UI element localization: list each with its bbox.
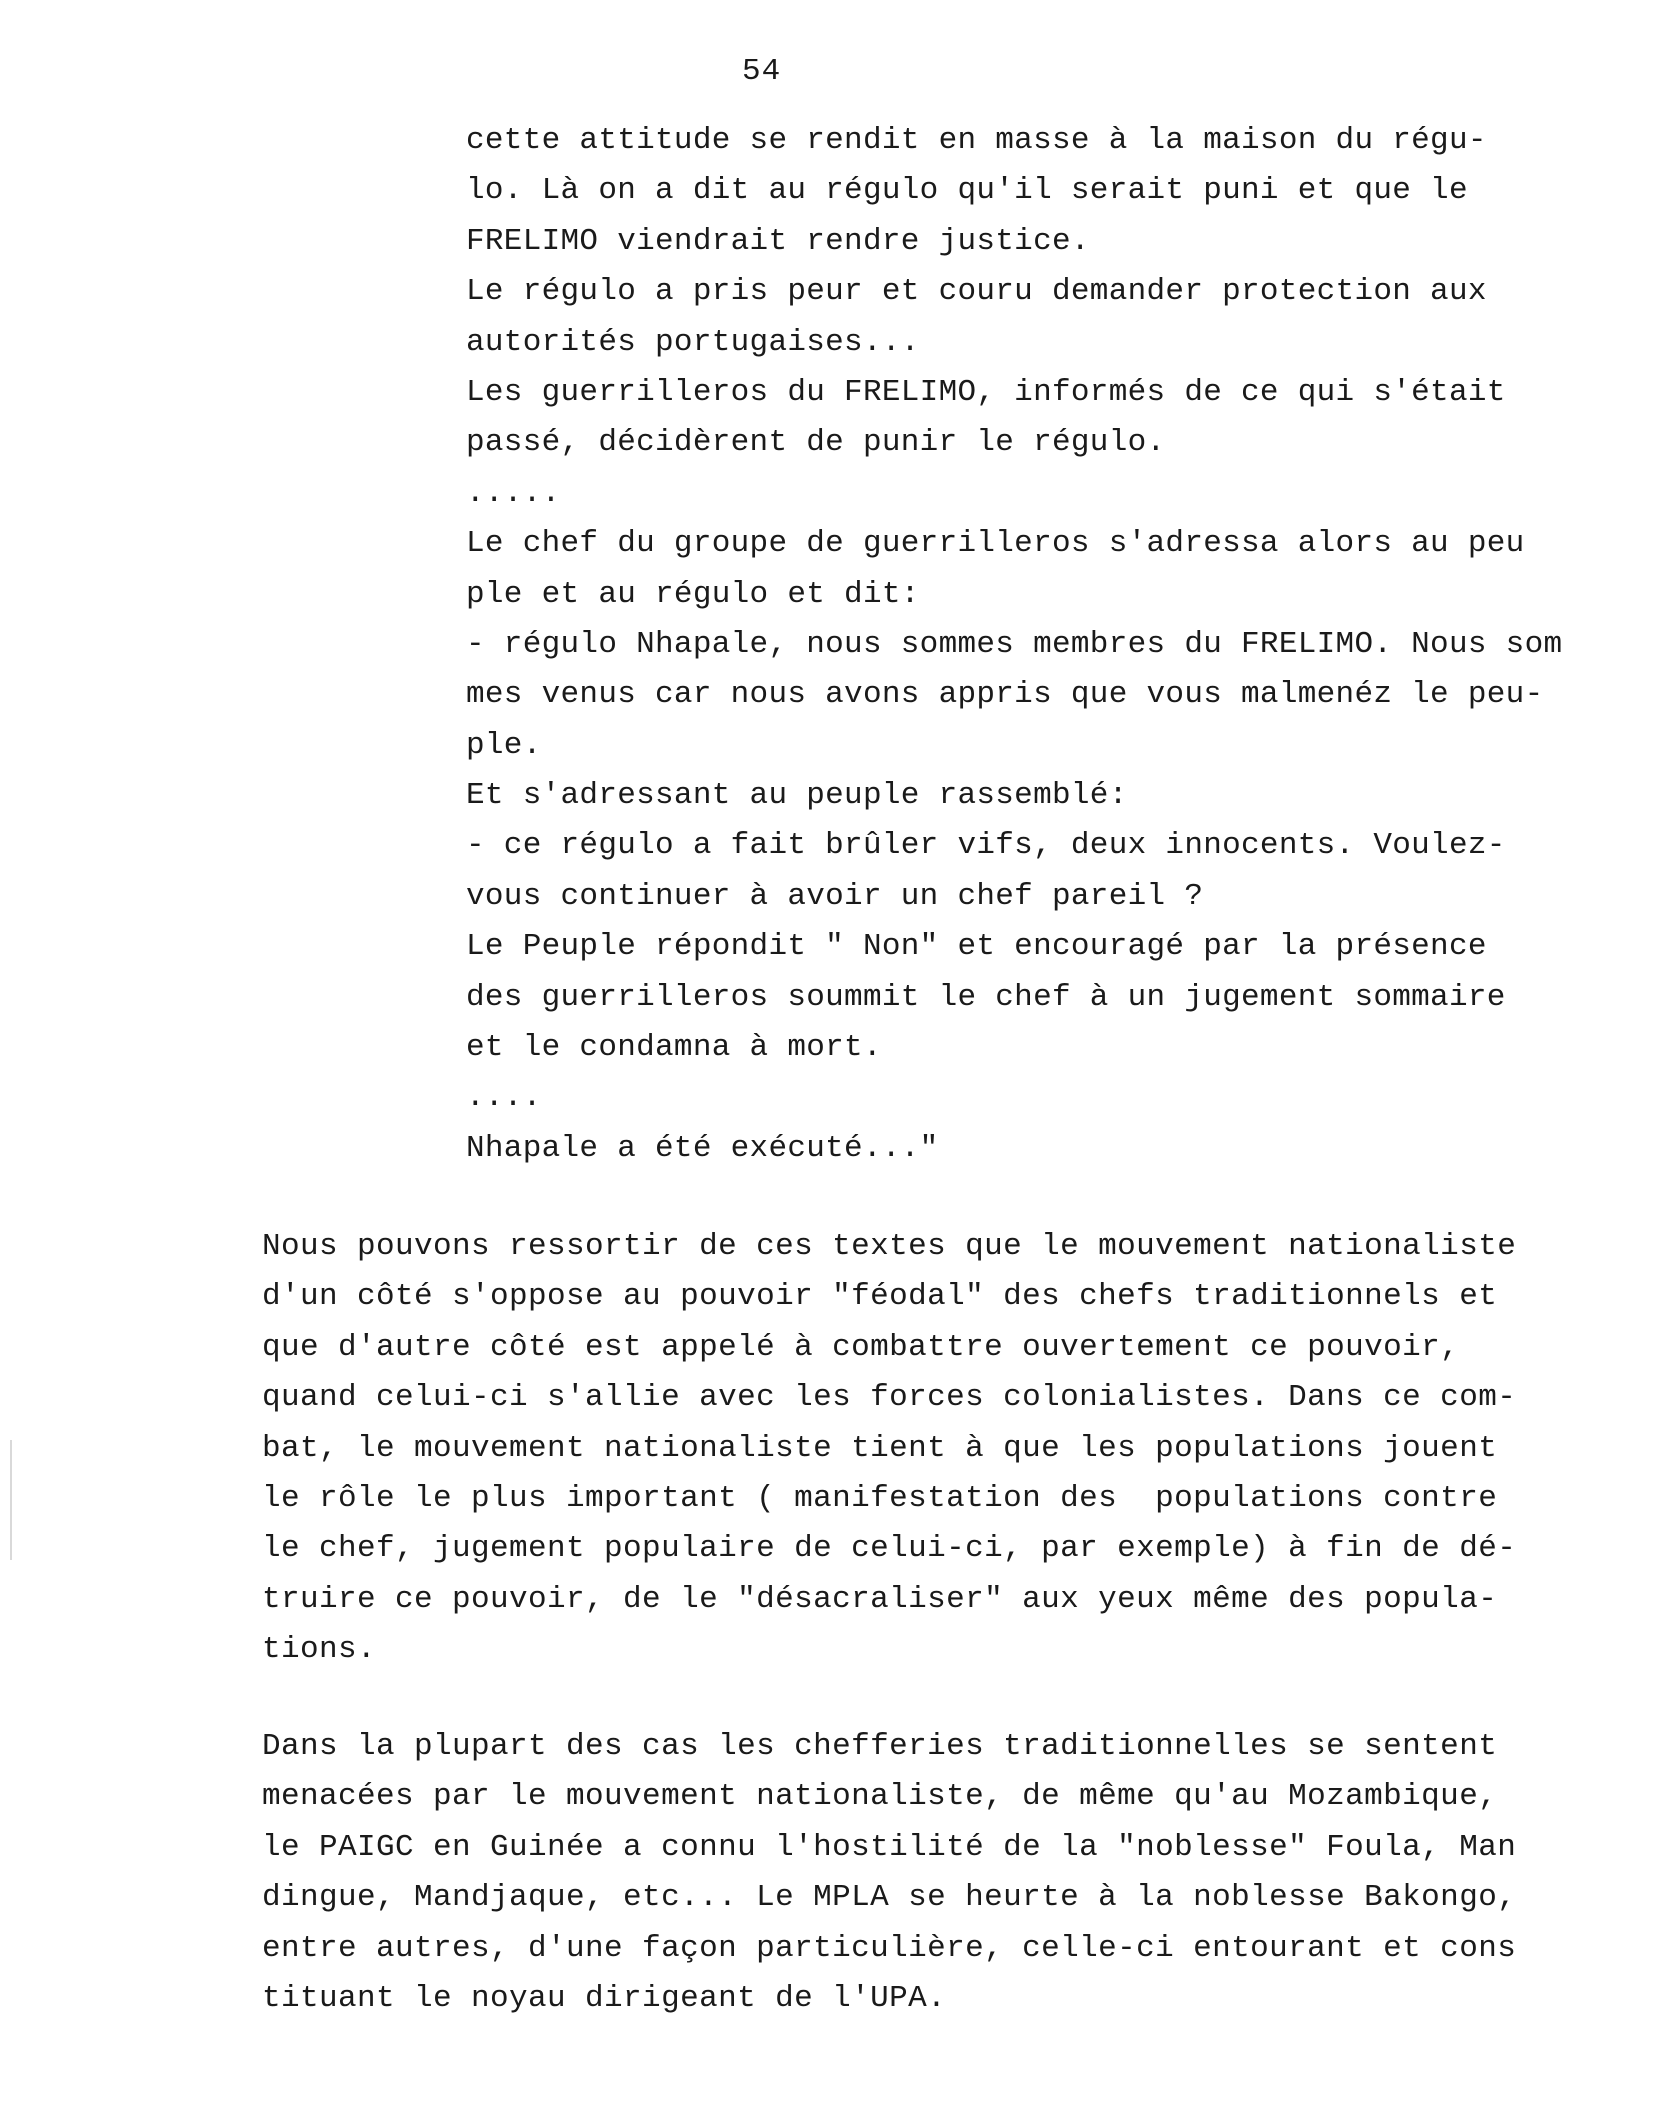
quote-line: et le condamna à mort. [466,1030,882,1066]
paragraph-1 [262,1222,1622,1676]
scan-edge-mark [10,1440,12,1560]
quote-line: Et s'adressant au peuple rassemblé: [466,778,1128,814]
paragraph-line: truire ce pouvoir, de le "désacraliser" aux yeux même des popula- [262,1581,1498,1617]
page-number: 54 [742,54,782,89]
paragraph-line: le rôle le plus important ( manifestation des populations contre [262,1480,1498,1516]
quote-line: - ce régulo a fait brûler vifs, deux innocents. Voulez- [466,828,1506,864]
quote-ellipsis: .... [466,1080,542,1116]
quoted-passage [466,116,1616,1174]
paragraph-line: tions. [262,1632,377,1668]
quote-line: cette attitude se rendit en masse à la maison du régu- [466,123,1487,158]
paragraph-line: entre autres, d'une façon particulière, celle-ci entourant et cons [262,1930,1517,1966]
quote-line: Le Peuple répondit " Non" et encouragé par la présence [466,929,1487,965]
paragraph-line: tituant le noyau dirigeant de l'UPA. [262,1980,947,2016]
quote-line: Le régulo a pris peur et couru demander protection aux [466,274,1487,310]
quote-line: FRELIMO viendrait rendre justice. [466,223,1090,259]
quote-line: Le chef du groupe de guerrilleros s'adressa alors au peu [466,526,1525,562]
paragraph-line: menacées par le mouvement nationaliste, de même qu'au Mozambique, [262,1779,1498,1815]
paragraph-line: quand celui-ci s'allie avec les forces colonialistes. Dans ce com- [262,1380,1517,1416]
paragraph-line: dingue, Mandjaque, etc... Le MPLA se heurte à la noblesse Bakongo, [262,1880,1517,1916]
quote-line: ple. [466,727,542,763]
paragraph-line: d'un côté s'oppose au pouvoir "féodal" des chefs traditionnels et [262,1279,1498,1315]
quote-line: autorités portugaises... [466,324,920,360]
quote-line: lo. Là on a dit au régulo qu'il serait puni et que le [466,173,1468,209]
quote-line: Nhapale a été exécuté..." [466,1130,939,1166]
quote-line: mes venus car nous avons appris que vous malmenéz le peu- [466,677,1544,713]
paragraph-line: le chef, jugement populaire de celui-ci, par exemple) à fin de dé- [262,1531,1517,1567]
paragraph-line: que d'autre côté est appelé à combattre ouvertement ce pouvoir, [262,1329,1460,1365]
paragraph-line: le PAIGC en Guinée a connu l'hostilité de la "noblesse" Foula, Man [262,1829,1517,1865]
quote-line: vous continuer à avoir un chef pareil ? [466,878,1204,914]
paragraph-line: bat, le mouvement nationaliste tient à que les populations jouent [262,1430,1498,1466]
quote-line: des guerrilleros soummit le chef à un jugement sommaire [466,979,1506,1015]
quote-ellipsis: ..... [466,475,561,511]
quote-line: ple et au régulo et dit: [466,576,920,612]
quote-line: passé, décidèrent de punir le régulo. [466,425,1166,461]
quote-line: - régulo Nhapale, nous sommes membres du FRELIMO. Nous som [466,626,1563,662]
quote-line: Les guerrilleros du FRELIMO, informés de ce qui s'était [466,374,1506,410]
paragraph-2 [262,1722,1622,2024]
paragraph-line: Dans la plupart des cas les chefferies traditionnelles se sentent [262,1729,1498,1764]
paragraph-line: Nous pouvons ressortir de ces textes que le mouvement nationaliste [262,1229,1517,1264]
